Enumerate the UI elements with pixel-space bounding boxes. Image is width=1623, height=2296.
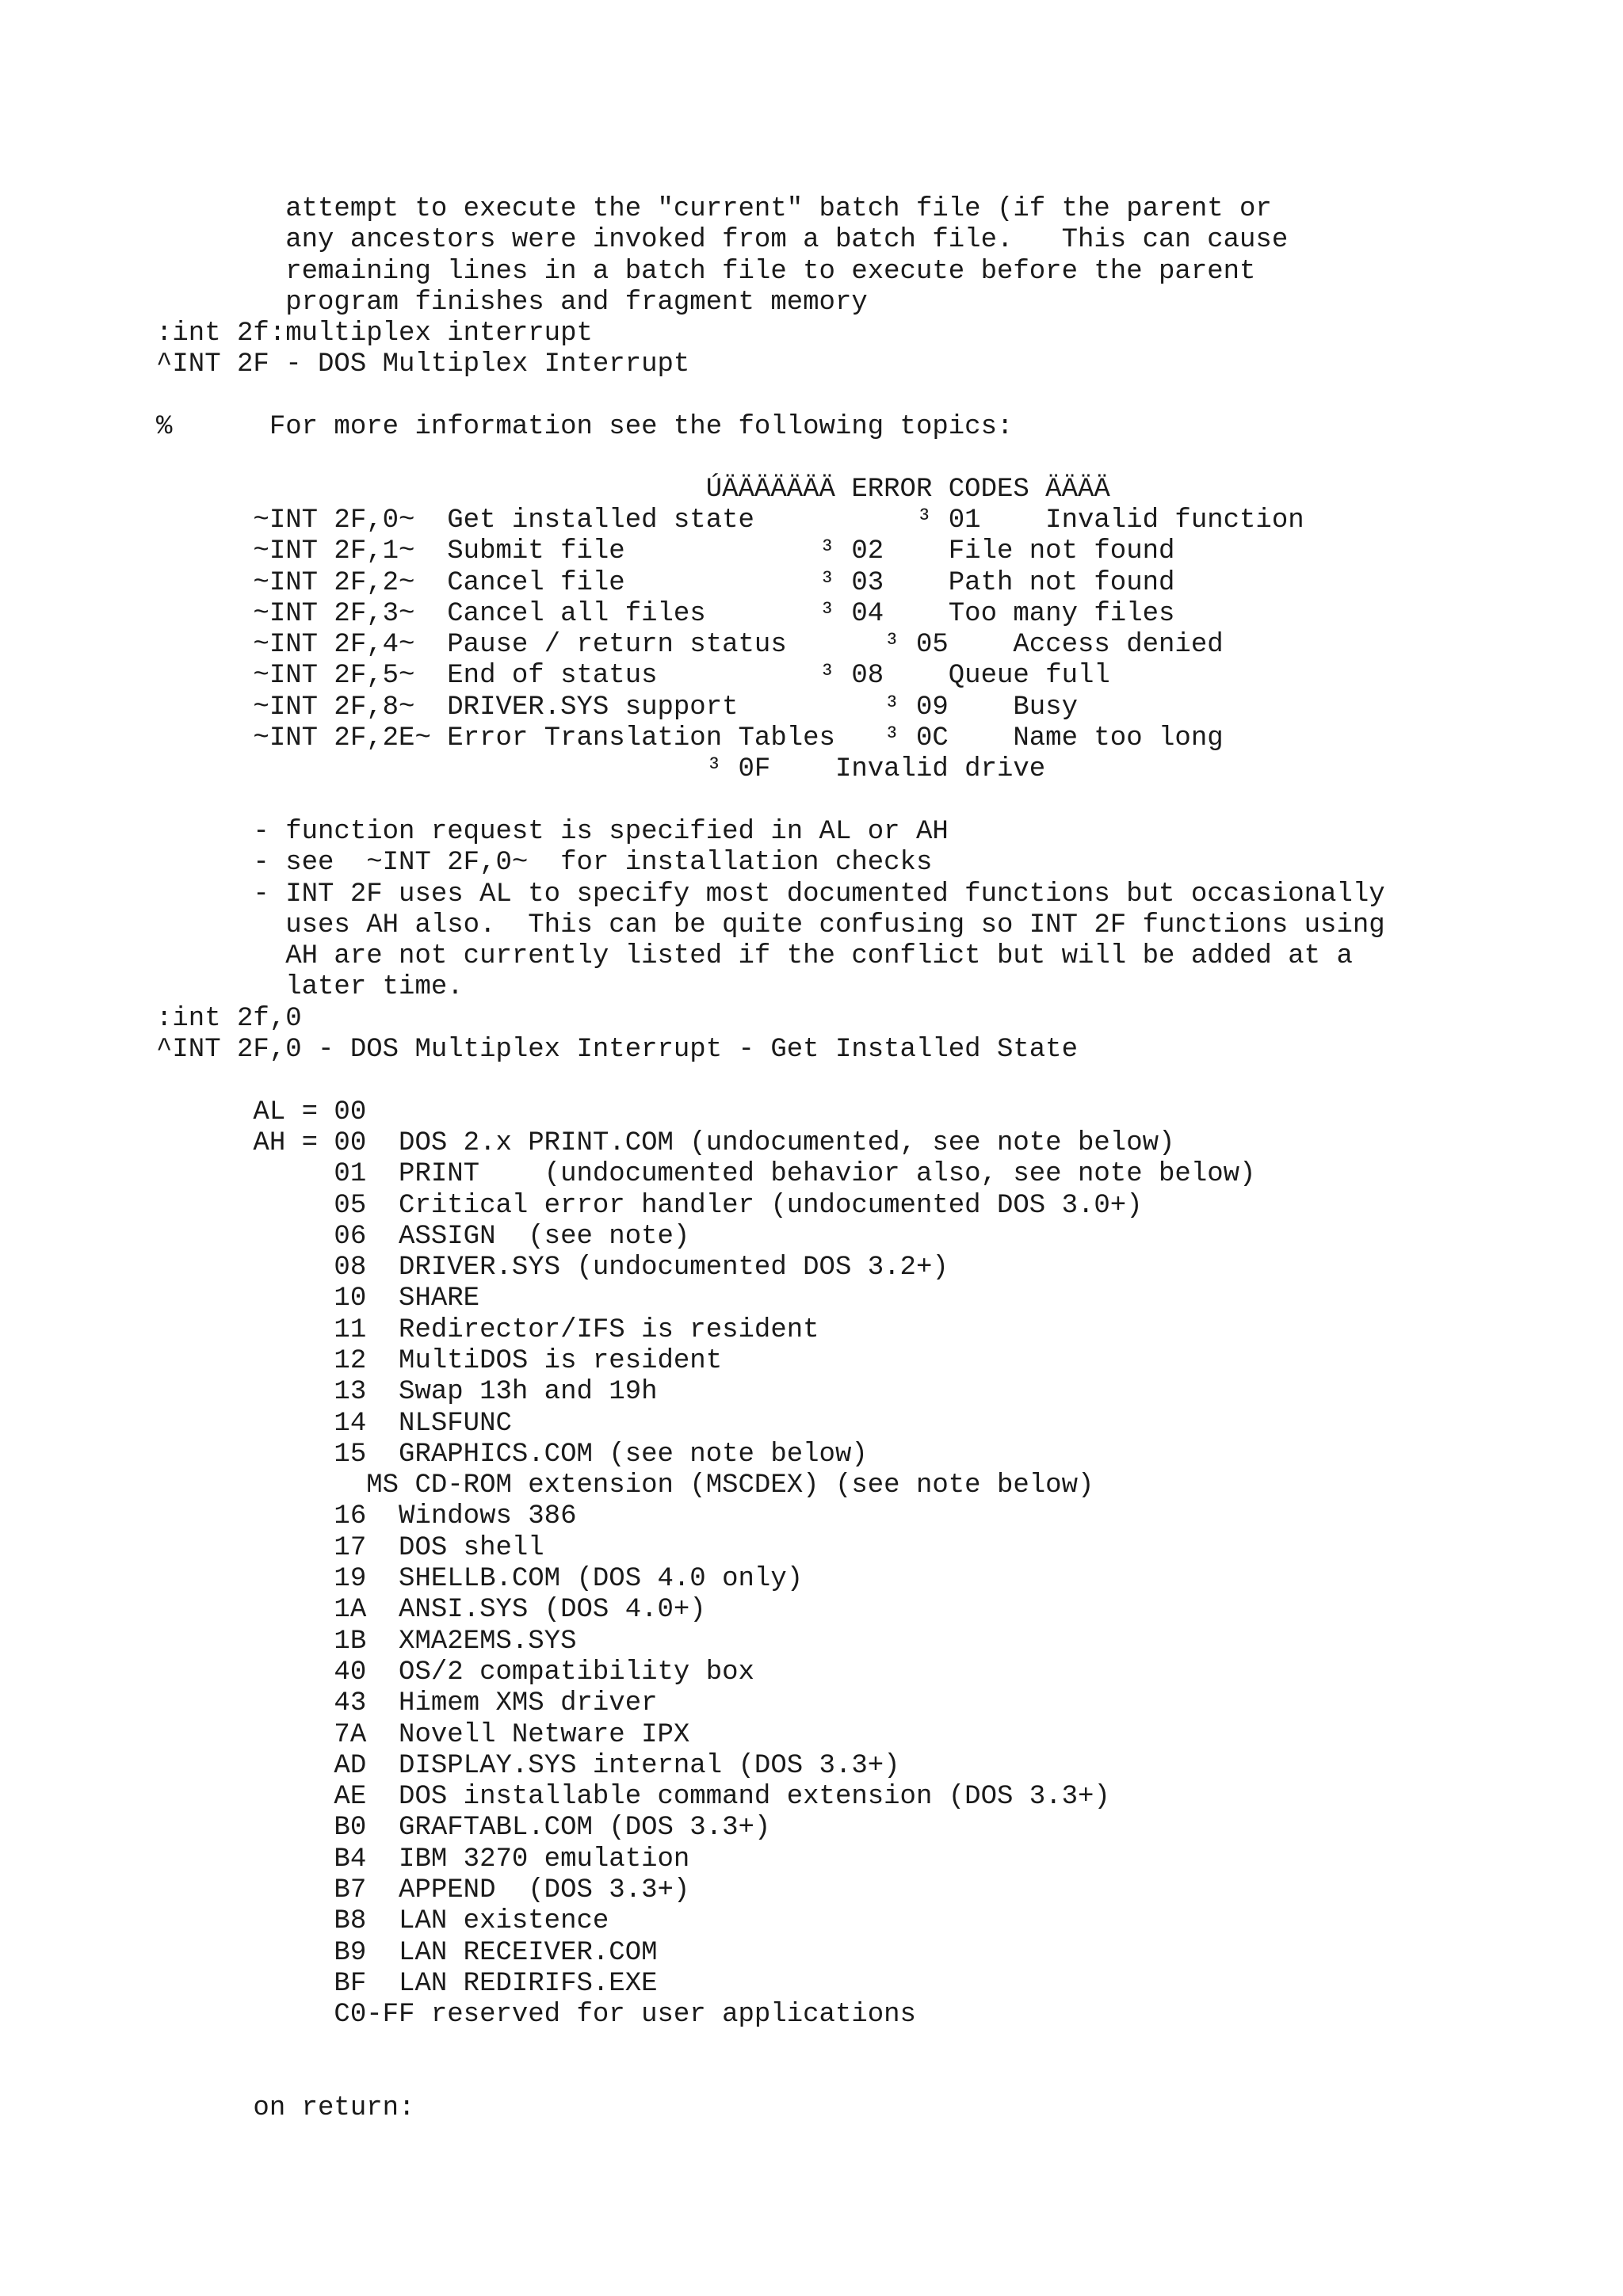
document-line bbox=[156, 2031, 1385, 2062]
document-line: ÚÄÄÄÄÄÄÄ ERROR CODES ÄÄÄÄ bbox=[156, 474, 1110, 505]
document-line: 12 MultiDOS is resident bbox=[156, 1345, 723, 1376]
document-line: ³ 0F Invalid drive bbox=[156, 754, 1046, 785]
document-line: ~INT 2F,5~ End of status ³ 08 Queue full bbox=[156, 661, 1110, 692]
document-line: B9 LAN RECEIVER.COM bbox=[156, 1937, 658, 1968]
document-line: ^INT 2F,0 - DOS Multiplex Interrupt - Get Installed State bbox=[156, 1035, 1078, 1066]
document-line: 43 Himem XMS driver bbox=[156, 1688, 658, 1719]
document-line: AE DOS installable command extension (DOS 3.3+) bbox=[156, 1782, 1110, 1813]
document-line: B8 LAN existence bbox=[156, 1906, 609, 1937]
document-line: ~INT 2F,4~ Pause / return status ³ 05 Access denied bbox=[156, 630, 1224, 661]
document-line: ~INT 2F,2~ Cancel file ³ 03 Path not found bbox=[156, 567, 1175, 598]
document-line bbox=[156, 381, 1385, 412]
document-line: ^INT 2F - DOS Multiplex Interrupt bbox=[156, 349, 690, 380]
document-line: 1B XMA2EMS.SYS bbox=[156, 1626, 577, 1657]
document-line bbox=[156, 786, 1385, 817]
document-line: on return: bbox=[156, 2093, 415, 2124]
document-line: AH = 00 DOS 2.x PRINT.COM (undocumented, see note below) bbox=[156, 1127, 1175, 1158]
document-line: :int 2f:multiplex interrupt bbox=[156, 318, 593, 349]
document-line: 40 OS/2 compatibility box bbox=[156, 1657, 754, 1688]
document-line: ~INT 2F,2E~ Error Translation Tables ³ 0C Name too long bbox=[156, 723, 1224, 754]
document-line: any ancestors were invoked from a batch file. This can cause bbox=[156, 225, 1289, 256]
document-line: remaining lines in a batch file to execute before the parent bbox=[156, 256, 1256, 287]
document-line: - see ~INT 2F,0~ for installation checks bbox=[156, 848, 933, 879]
document-line: B7 APPEND (DOS 3.3+) bbox=[156, 1875, 690, 1906]
document-line: AD DISPLAY.SYS internal (DOS 3.3+) bbox=[156, 1750, 900, 1781]
document-line: MS CD-ROM extension (MSCDEX) (see note below) bbox=[156, 1470, 1094, 1501]
document-line: 7A Novell Netware IPX bbox=[156, 1719, 690, 1750]
document-line: C0-FF reserved for user applications bbox=[156, 2000, 916, 2031]
document-line: 19 SHELLB.COM (DOS 4.0 only) bbox=[156, 1564, 804, 1595]
document-line: 01 PRINT (undocumented behavior also, see note below) bbox=[156, 1159, 1256, 1190]
document-line: uses AH also. This can be quite confusing so INT 2F functions using bbox=[156, 910, 1385, 940]
document-line: 16 Windows 386 bbox=[156, 1501, 577, 1532]
document-line: 17 DOS shell bbox=[156, 1532, 544, 1563]
document-line: 06 ASSIGN (see note) bbox=[156, 1221, 690, 1252]
document-line: BF LAN REDIRIFS.EXE bbox=[156, 1968, 658, 1999]
document-text bbox=[156, 194, 1385, 2124]
document-line bbox=[156, 1066, 1385, 1097]
document-line: later time. bbox=[156, 972, 464, 1003]
document-line: ~INT 2F,1~ Submit file ³ 02 File not found bbox=[156, 536, 1175, 567]
document-line: B4 IBM 3270 emulation bbox=[156, 1844, 690, 1875]
document-line: % For more information see the following topics: bbox=[156, 412, 1014, 443]
document-line: program finishes and fragment memory bbox=[156, 287, 868, 318]
document-line: 05 Critical error handler (undocumented DOS 3.0+) bbox=[156, 1190, 1143, 1221]
document-line: - INT 2F uses AL to specify most documented functions but occasionally bbox=[156, 879, 1385, 910]
document-line: 13 Swap 13h and 19h bbox=[156, 1377, 658, 1408]
document-line: :int 2f,0 bbox=[156, 1003, 302, 1034]
document-line: 10 SHARE bbox=[156, 1283, 480, 1314]
document-line: 11 Redirector/IFS is resident bbox=[156, 1314, 819, 1345]
document-line: ~INT 2F,3~ Cancel all files ³ 04 Too many files bbox=[156, 598, 1175, 629]
document-line: 15 GRAPHICS.COM (see note below) bbox=[156, 1439, 868, 1470]
document-line: 14 NLSFUNC bbox=[156, 1408, 512, 1439]
document-line: ~INT 2F,0~ Get installed state ³ 01 Invalid function bbox=[156, 505, 1304, 536]
document-line: attempt to execute the "current" batch file (if the parent or bbox=[156, 194, 1272, 224]
document-line: - function request is specified in AL or AH bbox=[156, 816, 949, 847]
document-line: B0 GRAFTABL.COM (DOS 3.3+) bbox=[156, 1813, 771, 1844]
document-line bbox=[156, 2062, 1385, 2093]
document-line: 08 DRIVER.SYS (undocumented DOS 3.2+) bbox=[156, 1253, 949, 1283]
document-line bbox=[156, 443, 1385, 474]
document-line: AH are not currently listed if the conflict but will be added at a bbox=[156, 941, 1353, 972]
document-line: 1A ANSI.SYS (DOS 4.0+) bbox=[156, 1595, 706, 1626]
document-line: ~INT 2F,8~ DRIVER.SYS support ³ 09 Busy bbox=[156, 692, 1078, 723]
document-line: AL = 00 bbox=[156, 1097, 367, 1127]
